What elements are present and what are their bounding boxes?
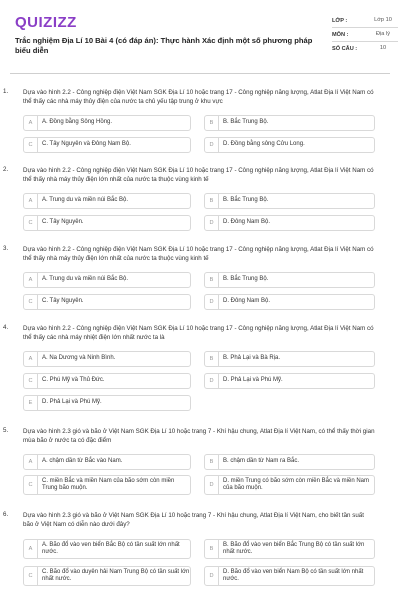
answer-option-b[interactable]: [204, 193, 375, 209]
option-text: B. Bắc Trung Bộ.: [223, 197, 269, 204]
option-text: A. chậm dần từ Bắc vào Nam.: [42, 458, 123, 465]
option-text: D. Phả Lại và Phú Mỹ.: [42, 399, 102, 406]
meta-value: 10: [379, 45, 387, 51]
answer-option-b[interactable]: [204, 272, 375, 288]
option-letter: B: [205, 540, 219, 558]
question-text: Dựa vào hình 2.2 - Công nghiệp điện Việt Nam SGK Địa Lí 10 hoặc trang 17 - Công nghiệp năng lượng, Atlat Địa lí Việt Nam có thể thấy nhà máy thủy điện lớn nhất của nước ta thuộc vùng kinh tế: [23, 246, 374, 262]
option-text: A. Bão đổ vào ven biển Bắc Bộ có tần suất lớn nhất nước.: [42, 541, 180, 555]
option-letter: D: [205, 295, 219, 309]
answer-option-a[interactable]: [23, 539, 191, 559]
option-text: C. Tây Nguyên.: [42, 219, 84, 226]
option-text: D. miền Trung có bão sớm còn miền Bắc và miền Nam của bão muộn.: [223, 477, 369, 491]
meta-label: MÔN :: [332, 32, 349, 38]
answer-option-b[interactable]: [204, 539, 375, 559]
option-letter: B: [205, 352, 219, 366]
option-letter: A: [24, 194, 38, 208]
option-letter: D: [205, 476, 219, 494]
answer-option-c[interactable]: [23, 137, 191, 153]
option-text: D. Bão đổ vào ven biển Nam Bộ có tần suất lớn nhất nước.: [223, 568, 364, 582]
answer-option-c[interactable]: [23, 475, 191, 495]
question-text: Dựa vào hình 2.3 gió và bão ở Việt Nam SGK Địa Lí 10 hoặc trang 7 - Khí hậu chung, Atlat Địa lí Việt Nam, cho biết tần suất bão ở Việt Nam có diễn nào dưới đây?: [23, 512, 364, 528]
option-text: D. Đồng bằng sông Cửu Long.: [223, 141, 305, 148]
question-number: 5.: [3, 427, 9, 434]
answer-option-d[interactable]: [204, 566, 375, 586]
answer-option-b[interactable]: [204, 115, 375, 131]
meta-row-subject: [332, 28, 398, 42]
option-letter: A: [24, 352, 38, 366]
option-letter: C: [24, 476, 38, 494]
answer-option-a[interactable]: [23, 272, 191, 288]
option-text: B. Phả Lại và Bà Rịa.: [223, 355, 281, 362]
question-text: Dựa vào hình 2.2 - Công nghiệp điện Việt Nam SGK Địa Lí 10 hoặc trang 17 - Công nghiệp năng lượng, Atlat Địa lí Việt Nam có thể thấy các nhà máy thủy điện của nước ta chủ yếu tập trung ở khu vực: [23, 89, 374, 105]
option-text: A. Trung du và miền núi Bắc Bộ.: [42, 276, 129, 283]
option-letter: A: [24, 455, 38, 469]
option-text: D. Phả Lại và Phú Mỹ.: [223, 377, 283, 384]
meta-value: Địa lý: [376, 31, 390, 37]
answer-option-a[interactable]: [23, 351, 191, 367]
question-number: 6.: [3, 511, 9, 518]
question-text: Dựa vào hình 2.2 - Công nghiệp điện Việt Nam SGK Địa Lí 10 hoặc trang 17 - Công nghiệp năng lượng, Atlat Địa lí Việt Nam có thể thấy các nhà máy nhiệt điện lớn nhất nước ta là: [23, 325, 374, 341]
option-text: B. Bắc Trung Bộ.: [223, 276, 269, 283]
option-text: C. miền Bắc và miền Nam của bão sớm còn miền Trung bão muộn.: [42, 477, 175, 491]
question-text: Dựa vào hình 2.2 - Công nghiệp điện Việt Nam SGK Địa Lí 10 hoặc trang 17 - Công nghiệp năng lượng, Atlat Địa lí Việt Nam có thể thấy nhà máy thủy điện lớn nhất của nước ta thuộc vùng kinh tế: [23, 167, 374, 183]
answer-option-c[interactable]: [23, 373, 191, 389]
worksheet-title: Trắc nghiệm Địa Lí 10 Bài 4 (có đáp án): Thực hành Xác định một số phương pháp biểu diễn: [15, 36, 313, 55]
option-text: D. Đông Nam Bộ.: [223, 298, 271, 305]
option-letter: D: [205, 567, 219, 585]
meta-label: LỚP :: [332, 18, 348, 24]
option-text: A. Trung du và miền núi Bắc Bộ.: [42, 197, 129, 204]
option-letter: B: [205, 455, 219, 469]
worksheet-header: [10, 8, 390, 74]
answer-option-b[interactable]: [204, 351, 375, 367]
option-text: C. Phú Mỹ và Thủ Đức.: [42, 377, 105, 384]
option-letter: A: [24, 540, 38, 558]
option-text: B. chậm dần từ Nam ra Bắc.: [223, 458, 300, 465]
option-letter: C: [24, 216, 38, 230]
answer-option-d[interactable]: [204, 373, 375, 389]
option-letter: D: [205, 216, 219, 230]
answer-option-d[interactable]: [204, 475, 375, 495]
option-letter: C: [24, 374, 38, 388]
answer-option-c[interactable]: [23, 294, 191, 310]
option-letter: B: [205, 116, 219, 130]
answer-option-e[interactable]: [23, 395, 191, 411]
answer-option-c[interactable]: [23, 215, 191, 231]
option-letter: D: [205, 138, 219, 152]
option-text: A. Na Dương và Ninh Bình.: [42, 355, 116, 362]
question-number: 1.: [3, 88, 9, 95]
answer-option-d[interactable]: [204, 294, 375, 310]
question-number: 3.: [3, 245, 9, 252]
quizizz-logo: QUIZIZZ: [15, 14, 77, 31]
option-letter: C: [24, 567, 38, 585]
option-text: D. Đông Nam Bộ.: [223, 219, 271, 226]
question-number: 4.: [3, 324, 9, 331]
option-letter: D: [205, 374, 219, 388]
meta-row-class: [332, 14, 398, 28]
answer-option-c[interactable]: [23, 566, 191, 586]
option-letter: A: [24, 273, 38, 287]
option-letter: E: [24, 396, 38, 410]
option-text: C. Tây Nguyên và Đông Nam Bộ.: [42, 141, 131, 148]
option-text: B. Bão đổ vào ven biển Bắc Trung Bộ có tần suất lớn nhất nước.: [223, 541, 365, 555]
answer-option-a[interactable]: [23, 115, 191, 131]
option-text: A. Đồng bằng Sông Hồng.: [42, 119, 113, 126]
answer-option-d[interactable]: [204, 215, 375, 231]
option-text: C. Bão đổ vào duyên hải Nam Trung Bộ có tần suất lớn nhất nước.: [42, 568, 190, 582]
option-letter: C: [24, 295, 38, 309]
option-text: C. Tây Nguyên.: [42, 298, 84, 305]
option-letter: A: [24, 116, 38, 130]
answer-option-a[interactable]: [23, 193, 191, 209]
answer-option-a[interactable]: [23, 454, 191, 470]
question-number: 2.: [3, 166, 9, 173]
meta-value: Lớp 10: [374, 17, 392, 23]
option-text: B. Bắc Trung Bộ.: [223, 119, 269, 126]
question-text: Dựa vào hình 2.3 gió và bão ở Việt Nam SGK Địa Lí 10 hoặc trang 7 - Khí hậu chung, Atlat Địa lí Việt Nam, có thể thấy thời gian mùa bão ở nước ta có đặc điểm: [23, 428, 375, 444]
answer-option-d[interactable]: [204, 137, 375, 153]
answer-option-b[interactable]: [204, 454, 375, 470]
meta-row-count: [332, 42, 398, 55]
option-letter: B: [205, 194, 219, 208]
option-letter: B: [205, 273, 219, 287]
option-letter: C: [24, 138, 38, 152]
meta-info: [332, 14, 398, 55]
meta-label: SỐ CÂU :: [332, 46, 358, 52]
